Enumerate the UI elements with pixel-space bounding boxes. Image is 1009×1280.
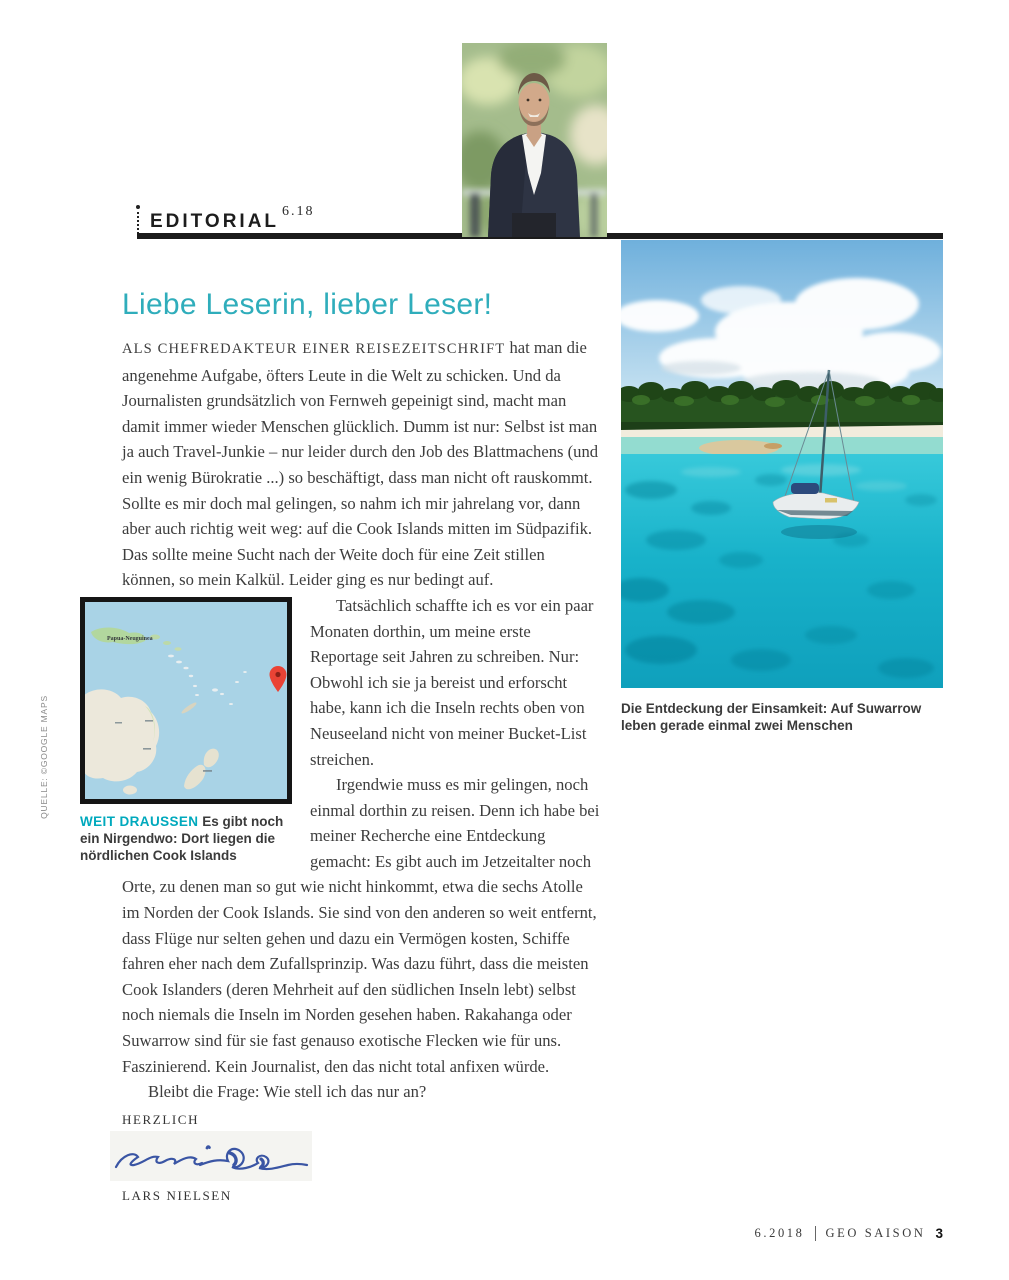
map-frame: [80, 597, 292, 804]
page-footer: [755, 1226, 943, 1241]
editor-portrait-photo: [462, 43, 607, 237]
lead-smallcaps: ALS CHEFREDAKTEUR EINER REISEZEITSCHRIFT: [122, 341, 506, 357]
closing-salutation: HERZLICH: [122, 1112, 200, 1127]
paragraph-2: Tatsächlich schaffte ich es vor ein paar Monaten dorthin, um meine erste Reportage seit Jahren zu schreiben. Nur: Obwohl ich sie ja bereist und erforscht habe, kann ich die Inseln rechts oben von Neuseeland nicht von meiner Bucket-List streichen.: [310, 595, 594, 769]
author-name: LARS NIELSEN: [122, 1188, 232, 1203]
footer-page-number: 3: [935, 1226, 943, 1241]
map-caption-label: WEIT DRAUSSEN: [80, 813, 199, 829]
issue-superscript: 6.18: [282, 204, 315, 219]
tasmania: [123, 785, 137, 794]
section-header: [150, 204, 315, 233]
island-photo-caption: Die Entdeckung der Einsamkeit: Auf Suwarrow leben gerade einmal zwei Menschen: [621, 701, 922, 733]
map-caption-text: Es gibt noch ein Nirgendwo: Dort liegen die nördlichen Cook Islands: [80, 813, 284, 863]
footer-issue: 6.2018: [754, 1226, 805, 1240]
pacific-map: [85, 602, 287, 799]
footer-divider: [815, 1226, 816, 1241]
header-dotted-rule: [137, 212, 139, 234]
map-figure: [80, 597, 292, 864]
island-photo: [621, 240, 943, 688]
map-credit: QUELLE: ©GOOGLE MAPS: [39, 695, 49, 819]
portrait-illustration: [462, 43, 607, 237]
paragraph-1-text: hat man die angenehme Aufgabe, öfters Leute in die Welt zu schicken. Und da Journalisten grundsätzlich von Fernweh gepeinigt sind, macht man damit immer wieder Menschen glücklich. Dumm ist nur: Selbst ist man ja auch Travel-Junkie – nur leider durch den Job des Blattmachens (und ein wenig Bürokratie ...) so beschäftigt, dass man nicht oft rauskommt. Sollte es mir doch mal gelingen, so nahm ich mir jahrelang vor, dann aber auch richtig weit weg: auf die Cook Islands mitten im Südpazifik. Das sollte meine Sucht nach der Weite doch für eine Zeit stillen können, so mein Kalkül. Leider ging es nur bedingt auf.: [122, 338, 599, 590]
editorial-column: [80, 288, 600, 1105]
paragraph-1: [122, 335, 600, 593]
signature-scribble: [110, 1131, 312, 1181]
island-illustration: [621, 240, 943, 688]
article-body: [80, 335, 600, 1105]
signature: [110, 1131, 312, 1181]
footer-magazine: GEO SAISON: [825, 1226, 926, 1240]
map-caption: [80, 813, 290, 864]
paragraph-4: Bleibt die Frage: Wie stell ich das nur an?: [148, 1082, 427, 1102]
page-headline: Liebe Leserin, lieber Leser!: [122, 288, 493, 321]
section-title: EDITORIAL: [150, 211, 280, 232]
beached-dinghy: [764, 443, 782, 449]
paragraph-3: Irgendwie muss es mir gelingen, noch einmal dorthin zu reisen. Denn ich habe bei meiner Recherche eine Entdeckung gemacht: Es gibt auch im Jetzeitalter noch Orte, zu denen man so gut wie nicht hinkommt, etwa die sechs Atolle im Norden der Cook Islands. Sie sind von den anderen so weit entfernt, dass Flüge nur selten gehen und dazu ein Vermögen kosten, Schiffe fahren eher nach dem Zufallsprinzip. Was dazu führt, dass die meisten Cook Islanders (deren Mehrheit auf den südlichen Inseln lebt) selbst noch niemals die Inseln im Norden gesehen haben. Rakahanga oder Suwarrow sind für sie fast genauso exotische Flecken wie für uns. Faszinierend. Kein Journalist, den das nicht total anfixen würde.: [122, 775, 600, 1076]
map-label-papua-neuguinea: Papua-Neuguinea: [107, 635, 153, 642]
